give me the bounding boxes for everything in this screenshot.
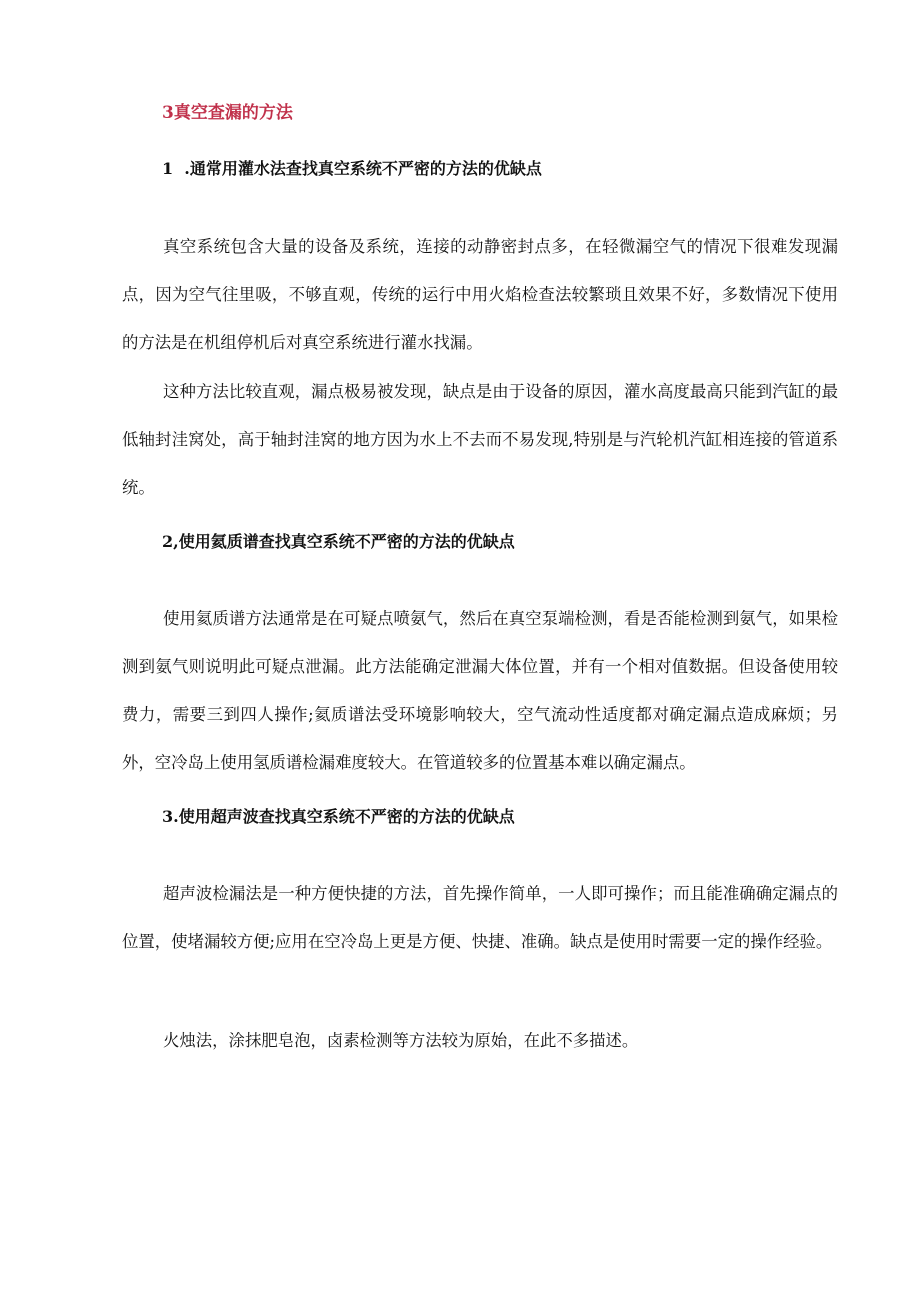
paragraph: 超声波检漏法是一种方便快捷的方法，首先操作简单，一人即可操作；而且能准确确定漏点的位置，使堵漏较方便;应用在空冷岛上更是方便、快捷、准确。缺点是使用时需要一定的操作经验。 [122,884,838,951]
subsection-heading-1: 1 .通常用灌水法查找真空系统不严密的方法的优缺点 [162,159,542,178]
subsection-heading-2: 2,使用氦质谱查找真空系统不严密的方法的优缺点 [162,532,515,551]
paragraph: 火烛法，涂抹肥皂泡，卤素检测等方法较为原始，在此不多描述。 [163,1031,639,1050]
subsection-heading-3: 3.使用超声波查找真空系统不严密的方法的优缺点 [162,807,515,826]
paragraph: 这种方法比较直观，漏点极易被发现，缺点是由于设备的原因，灌水高度最高只能到汽缸的最低轴封洼窝处，高于轴封洼窝的地方因为水上不去而不易发现,特别是与汽轮机汽缸相连接的管道系统。 [122,382,838,497]
paragraph: 真空系统包含大量的设备及系统，连接的动静密封点多，在轻微漏空气的情况下很难发现漏点，因为空气往里吸，不够直观，传统的运行中用火焰检查法较繁琐且效果不好，多数情况下使用的方法是在机组停机后对真空系统进行灌水找漏。 [122,237,838,352]
paragraph: 使用氦质谱方法通常是在可疑点喷氨气，然后在真空泵端检测，看是否能检测到氨气，如果检测到氨气则说明此可疑点泄漏。此方法能确定泄漏大体位置，并有一个相对值数据。但设备使用较费力，需要三到四人操作;氦质谱法受环境影响较大，空气流动性适度都对确定漏点造成麻烦；另外，空冷岛上使用氢质谱检漏难度较大。在管道较多的位置基本难以确定漏点。 [122,609,838,772]
section-title: 3真空查漏的方法 [162,103,293,123]
